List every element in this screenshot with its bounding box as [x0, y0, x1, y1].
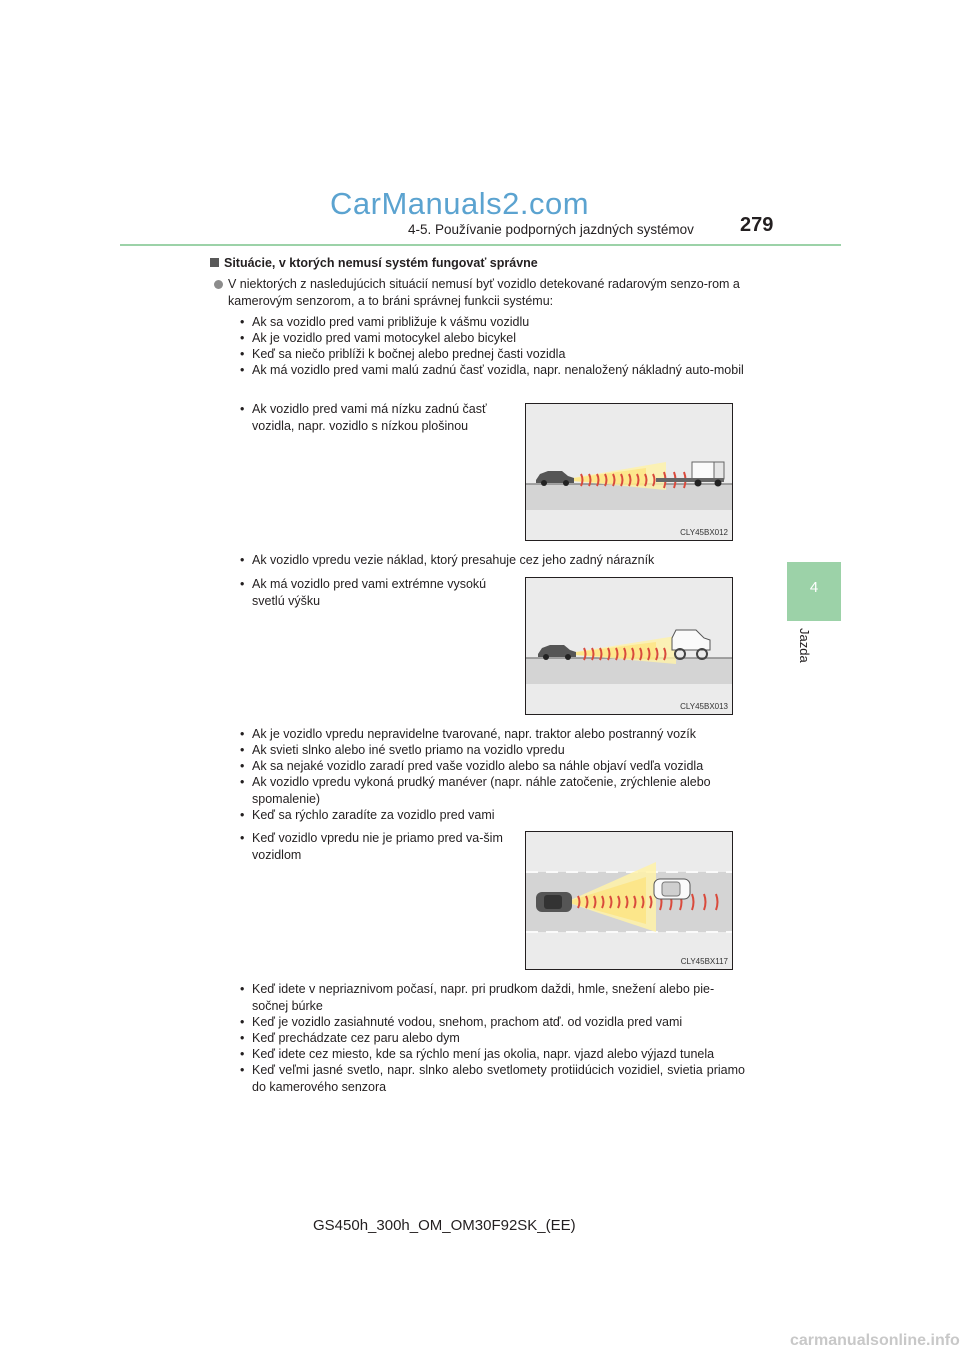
- radar-illustration: [526, 832, 732, 969]
- list-item: • Ak je vozidlo pred vami motocykel alebo bicykel: [240, 331, 517, 345]
- footer-watermark: carmanualsonline.info: [790, 1332, 960, 1349]
- list-item: • Ak svieti slnko alebo iné svetlo priamo na vozidlo vpredu: [240, 743, 565, 757]
- page-number: 279: [740, 214, 774, 236]
- section-heading-text: Situácie, v ktorých nemusí systém fungovať správne: [224, 256, 538, 270]
- list-item: • Ak vozidlo vpredu vezie náklad, ktorý presahuje cez jeho zadný nárazník: [240, 553, 655, 567]
- list-item: • Ak vozidlo vpredu vykoná prudký manéver (napr. náhle zatočenie, zrýchlenie alebo spomalenie): [240, 775, 711, 806]
- list-item: • Keď prechádzate cez paru alebo dym: [240, 1031, 460, 1045]
- list-item: • Keď idete cez miesto, kde sa rýchlo mení jas okolia, napr. vjazd alebo výjazd tunela: [240, 1047, 715, 1061]
- section-intro: [228, 276, 748, 310]
- list-item: • Ak vozidlo pred vami má nízku zadnú časť vozidla, napr. vozidlo s nízkou plošinou: [240, 402, 487, 433]
- section-heading: [210, 256, 538, 270]
- list-item: • Keď je vozidlo zasiahnuté vodou, snehom, prachom atď. od vozidla pred vami: [240, 1015, 683, 1029]
- list-item: • Keď sa niečo priblíži k bočnej alebo prednej časti vozidla: [240, 347, 566, 361]
- circle-bullet-icon: [214, 280, 223, 289]
- list-item: • Ak sa vozidlo pred vami približuje k vášmu vozidlu: [240, 315, 530, 329]
- figure-low-rear-vehicle: [525, 403, 733, 541]
- list-item: • Keď vozidlo vpredu nie je priamo pred va-šim vozidlom: [240, 831, 503, 862]
- list-item: • Keď idete v nepriaznivom počasí, napr. pri prudkom daždi, hmle, snežení alebo pie-sočnej búrke: [240, 982, 715, 1013]
- figure-offset-vehicle: [525, 831, 733, 970]
- list-item: • Keď sa rýchlo zaradíte za vozidlo pred vami: [240, 808, 495, 822]
- list-item: • Ak sa nejaké vozidlo zaradí pred vaše vozidlo alebo sa náhle objaví vedľa vozidla: [240, 759, 704, 773]
- figure-high-clearance-vehicle: [525, 577, 733, 715]
- list-item: • Keď veľmi jasné svetlo, napr. slnko alebo svetlomety protiidúcich vozidiel, svietia priamo do kamerového senzora: [240, 1063, 745, 1094]
- list-item: • Ak je vozidlo vpredu nepravidelne tvarované, napr. traktor alebo postranný vozík: [240, 727, 697, 741]
- figure-code: CLY45BX013: [680, 702, 728, 711]
- radar-illustration: [526, 404, 732, 540]
- watermark-logo: CarManuals2.com: [330, 186, 590, 221]
- chapter-tab-number: 4: [809, 579, 819, 596]
- figure-code: CLY45BX012: [680, 528, 728, 537]
- radar-illustration: [526, 578, 732, 714]
- figure-code: CLY45BX117: [680, 957, 728, 966]
- header-divider: [120, 244, 841, 246]
- chapter-tab-label: Jazda: [797, 628, 812, 663]
- list-item: • Ak má vozidlo pred vami malú zadnú časť vozidla, napr. nenaložený nákladný auto-mobil: [240, 363, 744, 377]
- section-intro-text: V niektorých z nasledujúcich situácií nemusí byť vozidlo detekované radarovým senzo-rom a kamerovým senzorom, a to bráni správnej funkcii systému:: [228, 277, 740, 308]
- list-item: • Ak má vozidlo pred vami extrémne vysokú svetlú výšku: [240, 577, 487, 608]
- chapter-title: 4-5. Používanie podporných jazdných systémov: [408, 222, 694, 237]
- square-bullet-icon: [210, 258, 219, 267]
- document-code-footer: GS450h_300h_OM_OM30F92SK_(EE): [313, 1217, 576, 1234]
